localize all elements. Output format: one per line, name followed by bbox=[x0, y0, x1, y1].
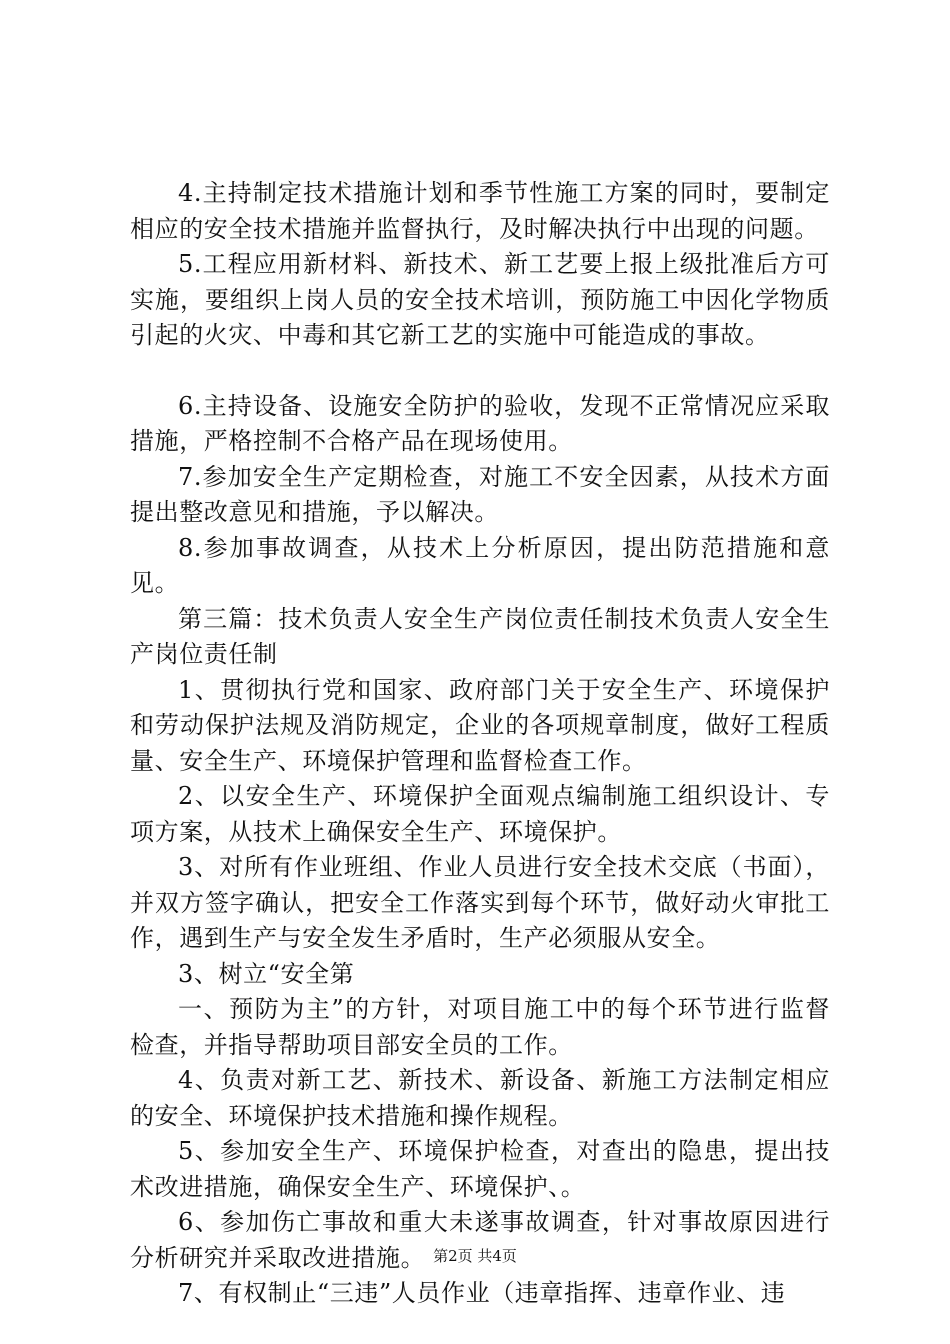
responsibility-item-3: 3、对所有作业班组、作业人员进行安全技术交底（书面），并双方签字确认，把安全工作落实到每个环节，做好动火审批工作，遇到生产与安全发生矛盾时，生产必须服从安全。 bbox=[130, 853, 830, 952]
paragraph-item-7: 7.参加安全生产定期检查，对施工不安全因素，从技术方面提出整改意见和措施，予以解决。 bbox=[130, 462, 830, 526]
paragraph-item-6: 6.主持设备、设施安全防护的验收，发现不正常情况应采取措施，严格控制不合格产品在现场使用。 bbox=[130, 391, 830, 455]
responsibility-item-4: 4、负责对新工艺、新技术、新设备、新施工方法制定相应的安全、环境保护技术措施和操作规程。 bbox=[130, 1066, 830, 1130]
paragraph-gap bbox=[130, 354, 830, 389]
paragraph-item-5: 5.工程应用新材料、新技术、新工艺要上报上级批准后方可实施，要组织上岗人员的安全技术培训，预防施工中因化学物质引起的火灾、中毒和其它新工艺的实施中可能造成的事故。 bbox=[130, 250, 830, 349]
responsibility-item-5: 5、参加安全生产、环境保护检查，对查出的隐患，提出技术改进措施，确保安全生产、环境保护、。 bbox=[130, 1137, 830, 1201]
responsibility-item-1: 1、贯彻执行党和国家、政府部门关于安全生产、环境保护和劳动保护法规及消防规定，企业的各项规章制度，做好工程质量、安全生产、环境保护管理和监督检查工作。 bbox=[130, 675, 830, 775]
responsibility-item-6: 6、参加伤亡事故和重大未遂事故调查，针对事故原因进行分析研究并采取改进措施。 bbox=[130, 1208, 830, 1272]
responsibility-item-7: 7、有权制止“三违”人员作业（违章指挥、违章作业、违 bbox=[178, 1279, 786, 1307]
document-body bbox=[130, 176, 830, 1312]
responsibility-item-3b: 3、树立“安全第 bbox=[178, 959, 355, 988]
paragraph-item-8: 8.参加事故调查，从技术上分析原因，提出防范措施和意见。 bbox=[130, 533, 830, 597]
section-heading: 第三篇：技术负责人安全生产岗位责任制技术负责人安全生产岗位责任制 bbox=[130, 604, 830, 668]
paragraph-item-4: 4.主持制定技术措施计划和季节性施工方案的同时，要制定相应的安全技术措施并监督执行，及时解决执行中出现的问题。 bbox=[130, 179, 830, 243]
responsibility-item-2: 2、以安全生产、环境保护全面观点编制施工组织设计、专项方案，从技术上确保安全生产、环境保护。 bbox=[130, 782, 830, 846]
responsibility-item-3b-cont: 一、预防为主”的方针，对项目施工中的每个环节进行监督检查，并指导帮助项目部安全员的工作。 bbox=[130, 995, 830, 1059]
page-number-footer: 第2页 共4页 bbox=[433, 1247, 517, 1265]
